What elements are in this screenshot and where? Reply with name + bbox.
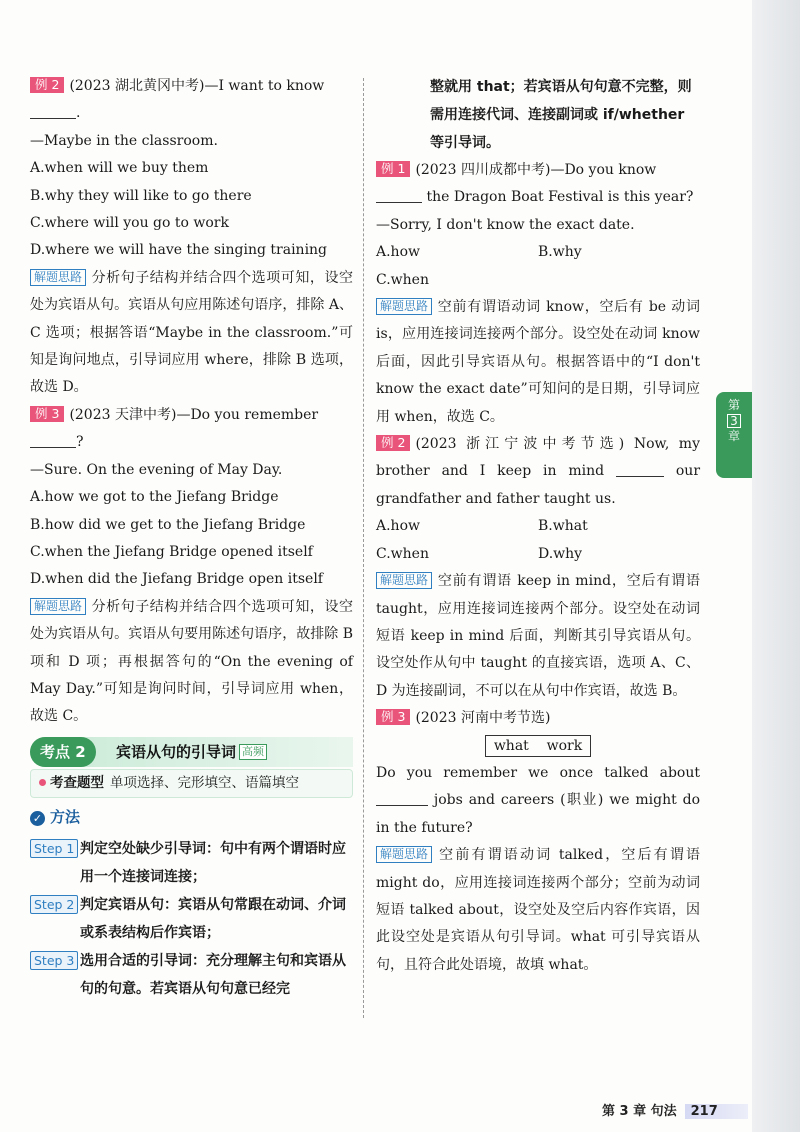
step-3 [30,947,353,1003]
step-label: Step 3 [30,951,78,970]
options-row [376,239,700,266]
answer-blank[interactable] [376,188,422,203]
explanation: 解题思路 空前有谓语动词 know，空后有 be 动词 is，应用连接词连接两个部分。设空处在动词 know 后面，因此引导宾语从句。根据答语中的“I don't know the exact date”可知问的是日期，引导词应用 when，故选 C。 [376,299,700,425]
column-divider [363,78,364,1018]
option-c[interactable]: C.when [376,545,429,562]
word-box-text: what work [485,735,591,757]
explanation-tag: 解题思路 [30,269,86,286]
option-a[interactable]: A.when will we buy them [30,160,209,177]
step-text: 判定宾语从句：宾语从句常跟在动词、介词或系表结构后作宾语； [80,897,346,942]
example-label: 例 2 [376,435,410,451]
example-label: 例 3 [376,709,410,725]
answer-blank[interactable] [616,462,664,477]
page-footer [602,1100,748,1119]
example-1-stem-cont: the Dragon Boat Festival is this year? [376,184,700,211]
example-3-stem: 例 3 (2023 河南中考节选) [376,705,700,732]
option-c[interactable]: C.when [376,271,429,288]
footer-chapter: 第 3 章 句法 [602,1104,677,1119]
explanation-tag: 解题思路 [30,598,86,615]
answer-blank[interactable] [30,104,76,119]
explanation: 解题思路 分析句子结构并结合四个选项可知，设空处为宾语从句。宾语从句应用陈述句语序，排除 A、C 选项；根据答语“Maybe in the classroom.”可知是询问地点，引导词应用 where，排除 B 选项，故选 D。 [30,269,353,396]
option-b[interactable]: B.what [538,518,588,535]
example-3-text: Do you remember we once talked about jobs and careers (职业) we might do in the future? [376,764,700,836]
example-label: 例 1 [376,161,410,177]
option-b[interactable]: B.why [538,244,582,261]
step-label: Step 2 [30,895,78,914]
example-label: 例 2 [30,77,64,93]
dialogue-answer: —Maybe in the classroom. [30,132,218,149]
key-point-label: 考点 2 [30,737,96,767]
method-heading: ✓ 方法 [30,804,353,831]
answer-blank[interactable] [376,791,428,806]
option-a[interactable]: A.how [376,518,420,535]
question-type-box [30,769,353,798]
step-text: 选用合适的引导词：充分理解主句和宾语从句的句意。若宾语从句句意已经完 [80,953,346,998]
step-3-continued: 整就用 that；若宾语从句句意不完整，则需用连接代词、连接副词或 if/whether 等引导词。 [430,79,692,151]
options-row [376,541,700,568]
example-2-stem: 例 2 (2023 湖北黄冈中考)—I want to know [30,73,353,100]
explanation: 解题思路 空前有谓语 keep in mind，空后有谓语 taught，应用连接词连接两个部分。设空处在动词短语 keep in mind 后面，判断其引导宾语从句。设空处作从句中 taught 的直接宾语，选项 A、C、D 为连接副词，不可以在从句中作宾语，故选 B。 [376,573,700,699]
answer-blank[interactable] [30,433,76,448]
explanation-tag: 解题思路 [376,846,432,863]
options-row [376,513,700,540]
example-2-stem: 例 2 (2023 浙江宁波中考节选) Now, my brother and I keep in mind our grandfather and father taught us. [376,435,701,507]
bullet-icon [39,779,46,786]
question-type-label: 考查题型 [50,774,104,791]
step-label: Step 1 [30,839,78,858]
option-d[interactable]: D.when did the Jiefang Bridge open itself [30,571,323,588]
frequency-badge: 高频 [239,744,267,760]
explanation: 解题思路 分析句子结构并结合四个选项可知，设空处为宾语从句。宾语从句要用陈述句语序，故排除 B 项和 D 项；再根据答句的“On the evening of May Day.”可知是询问时间，引导词应用 when，故选 C。 [30,598,353,725]
chapter-side-tab[interactable]: 第 3 章 [716,392,752,478]
example-1-stem: 例 1 (2023 四川成都中考)—Do you know [376,157,700,184]
explanation-tag: 解题思路 [376,298,432,315]
option-c[interactable]: C.where will you go to work [30,215,229,232]
key-point-title: 宾语从句的引导词 高频 [116,737,267,767]
step-2 [30,891,353,947]
question-type-text: 单项选择、完形填空、语篇填空 [110,774,299,791]
right-column [376,73,700,979]
option-d[interactable]: D.where we will have the singing training [30,242,328,259]
chapter-number: 3 [727,414,741,428]
answer-blank-line: . [30,100,353,127]
explanation-tag: 解题思路 [376,572,432,589]
example-3-stem: 例 3 (2023 天津中考)—Do you remember [30,402,353,429]
page-number: 217 [685,1104,748,1119]
option-b[interactable]: B.why they will like to go there [30,187,252,204]
answer-blank-line: ? [30,429,353,456]
option-d[interactable]: D.why [538,545,583,562]
step-1 [30,835,353,891]
option-c[interactable]: C.when the Jiefang Bridge opened itself [30,543,313,560]
option-a[interactable]: A.how we got to the Jiefang Bridge [30,489,279,506]
example-label: 例 3 [30,406,64,422]
dialogue-answer: —Sure. On the evening of May Day. [30,461,283,478]
page-edge [752,0,800,1132]
left-column [30,73,353,1003]
dialogue-answer: —Sorry, I don't know the exact date. [376,216,635,233]
word-box [376,733,700,760]
key-point-header [30,737,353,767]
explanation: 解题思路 空前有谓语动词 talked，空后有谓语 might do，应用连接词连接两个部分；空前为动词短语 talked about，设空处及空后内容作宾语，因此设空处是宾语从句引导词。what 可引导宾语从句，且符合此处语境，故填 what。 [376,847,700,973]
step-text: 判定空处缺少引导词：句中有两个谓语时应用一个连接词连接； [80,841,346,886]
option-a[interactable]: A.how [376,244,420,261]
option-b[interactable]: B.how did we get to the Jiefang Bridge [30,516,306,533]
checkmark-icon: ✓ [30,811,45,826]
